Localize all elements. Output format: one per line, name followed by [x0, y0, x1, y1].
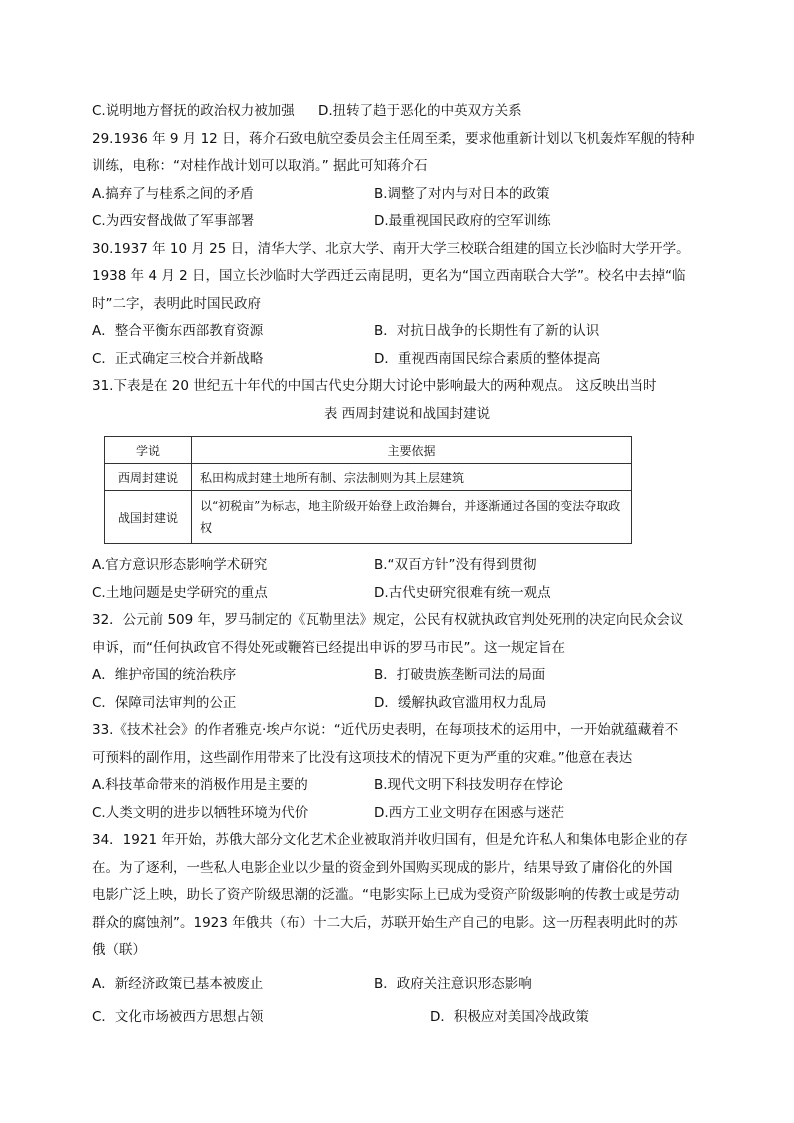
q33-option-d[interactable]: D.西方工业文明存在困惑与迷茫 [374, 804, 565, 821]
question-32 [92, 607, 702, 717]
q30-stem-line: 时”二字，表明此时国民政府 [92, 295, 261, 312]
exam-page [92, 98, 702, 1032]
q34-stem-line: 俄（联） [92, 942, 146, 958]
q31-option-d[interactable]: D.古代史研究很难有统一观点 [374, 584, 551, 601]
q34-stem-line: 群众的腐蚀剂”。1923 年俄共（布）十二大后，苏联开始生产自己的电影。这一历程表明此时的苏 [92, 914, 678, 931]
q32-stem-line: 32．公元前 509 年，罗马制定的《瓦勒里法》规定，公民有权就执政官判处死刑的决定向民众会议 [92, 612, 684, 628]
q32-option-a[interactable]: A．维护帝国的统治秩序 [92, 667, 237, 683]
table-cell: 以“初税亩”为标志，地主阶级开始登上政治舞台，并逐渐通过各国的变法夺取政权 [192, 491, 632, 544]
q29-options-row [92, 181, 702, 209]
q32-options-row [92, 662, 702, 690]
q28-option-c[interactable]: C.说明地方督抚的政治权力被加强 [92, 103, 295, 119]
table-cell: 西周封建说 [105, 464, 192, 491]
q30-stem-line: 30.1937 年 10 月 25 日，清华大学、北京大学、南开大学三校联合组建的国立长沙临时大学开学。 [92, 240, 690, 257]
q33-options-row [92, 800, 702, 828]
question-34 [92, 827, 702, 1032]
q31-table [104, 436, 632, 544]
q34-option-b[interactable]: B．政府关注意识形态影响 [374, 975, 532, 992]
table-cell: 私田构成封建土地所有制、宗法制则为其上层建筑 [192, 464, 632, 491]
q31-options-row [92, 580, 702, 608]
q29-option-a[interactable]: A.搞弃了与桂系之间的矛盾 [92, 185, 254, 202]
question-31 [92, 373, 702, 607]
q31-option-c[interactable]: C.土地问题是史学研究的重点 [92, 584, 268, 601]
q34-stem-line: 电影广泛上映，助长了资产阶级思潮的泛滥。“电影实际上已成为受资产阶级影响的传教士或是劳动 [92, 887, 680, 903]
q29-stem-line: 29.1936 年 9 月 12 日，蒋介石致电航空委员会主任周至柔，要求他重新计划以飞机轰炸军舰的特种 [92, 130, 695, 147]
question-29 [92, 126, 702, 236]
table-header: 主要依据 [192, 437, 632, 464]
q34-stem-line: 34．1921 年开始，苏俄大部分文化艺术企业被取消并收归国有，但是允许私人和集体电影企业的存 [92, 832, 688, 848]
q30-stem-line: 1938 年 4 月 2 日，国立长沙临时大学西迁云南昆明，更名为“国立西南联合大学”。校名中去掉“临 [92, 268, 686, 284]
q30-option-b[interactable]: B．对抗日战争的长期性有了新的认识 [374, 323, 600, 339]
q30-option-d[interactable]: D．重视西南国民综合素质的整体提高 [374, 350, 601, 367]
q34-options-row [92, 971, 702, 999]
q30-options-row [92, 346, 702, 374]
q30-option-c[interactable]: C．正式确定三校合并新战略 [92, 350, 264, 367]
q31-option-b[interactable]: B.“双百方针”没有得到贯彻 [374, 557, 537, 573]
q34-stem-line: 在。为了逐利，一些私人电影企业以少量的资金到外国购买现成的影片，结果导致了庸俗化的外国 [92, 859, 673, 876]
q34-options-row [92, 1004, 702, 1032]
q32-options-row [92, 690, 702, 718]
q32-option-d[interactable]: D．缓解执政官滥用权力乱局 [374, 694, 547, 711]
q32-option-c[interactable]: C．保障司法审判的公正 [92, 694, 237, 711]
q29-option-c[interactable]: C.为西安督战做了军事部署 [92, 213, 255, 229]
table-cell: 战国封建说 [105, 491, 192, 544]
table-header-row [105, 437, 632, 464]
q31-options-row [92, 552, 702, 580]
q28-options [92, 98, 702, 126]
q28-option-d[interactable]: D.扭转了趋于恶化的中英双方关系 [318, 103, 522, 119]
q29-option-d[interactable]: D.最重视国民政府的空军训练 [374, 213, 551, 229]
table-row [105, 464, 632, 491]
q29-option-b[interactable]: B.调整了对内与对日本的政策 [374, 185, 550, 202]
q34-option-a[interactable]: A．新经济政策已基本被废止 [92, 975, 264, 992]
q30-options-row [92, 318, 702, 346]
table-row [105, 491, 632, 544]
q33-options-row [92, 772, 702, 800]
q33-option-c[interactable]: C.人类文明的进步以牺牲环境为代价 [92, 804, 309, 821]
q34-option-d[interactable]: D．积极应对美国冷战政策 [430, 1009, 589, 1025]
question-33 [92, 717, 702, 827]
q29-stem-line: 训练，电称：“对桂作战计划可以取消。” 据此可知蒋介石 [92, 158, 428, 174]
q34-option-c[interactable]: C．文化市场被西方思想占领 [92, 1009, 264, 1025]
q32-stem-line: 申诉，而“任何执政官不得处死或鞭笞已经提出申诉的罗马市民”。这一规定旨在 [92, 639, 565, 656]
table-header: 学说 [105, 437, 192, 464]
q33-option-b[interactable]: B.现代文明下科技发明存在悖论 [374, 777, 564, 793]
question-30 [92, 236, 702, 374]
q33-option-a[interactable]: A.科技革命带来的消极作用是主要的 [92, 777, 308, 793]
q31-option-a[interactable]: A.官方意识形态影响学术研究 [92, 557, 268, 573]
q31-stem: 31.下表是在 20 世纪五十年代的中国古代史分期大讨论中影响最大的两种观点。 这反映出当时 [92, 378, 657, 394]
q32-option-b[interactable]: B．打破贵族垄断司法的局面 [374, 667, 546, 683]
q30-option-a[interactable]: A．整合平衡东西部教育资源 [92, 323, 264, 339]
q31-table-caption: 表 西周封建说和战国封建说 [323, 405, 491, 422]
q33-stem-line: 33.《技术社会》的作者雅克·埃卢尔说：“近代历史表明，在每项技术的运用中，一开始就蕴藏着不 [92, 722, 679, 738]
q33-stem-line: 可预料的副作用，这些副作用带来了比没有这项技术的情况下更为严重的灾难。”他意在表达 [92, 749, 633, 766]
q29-options-row [92, 208, 702, 236]
